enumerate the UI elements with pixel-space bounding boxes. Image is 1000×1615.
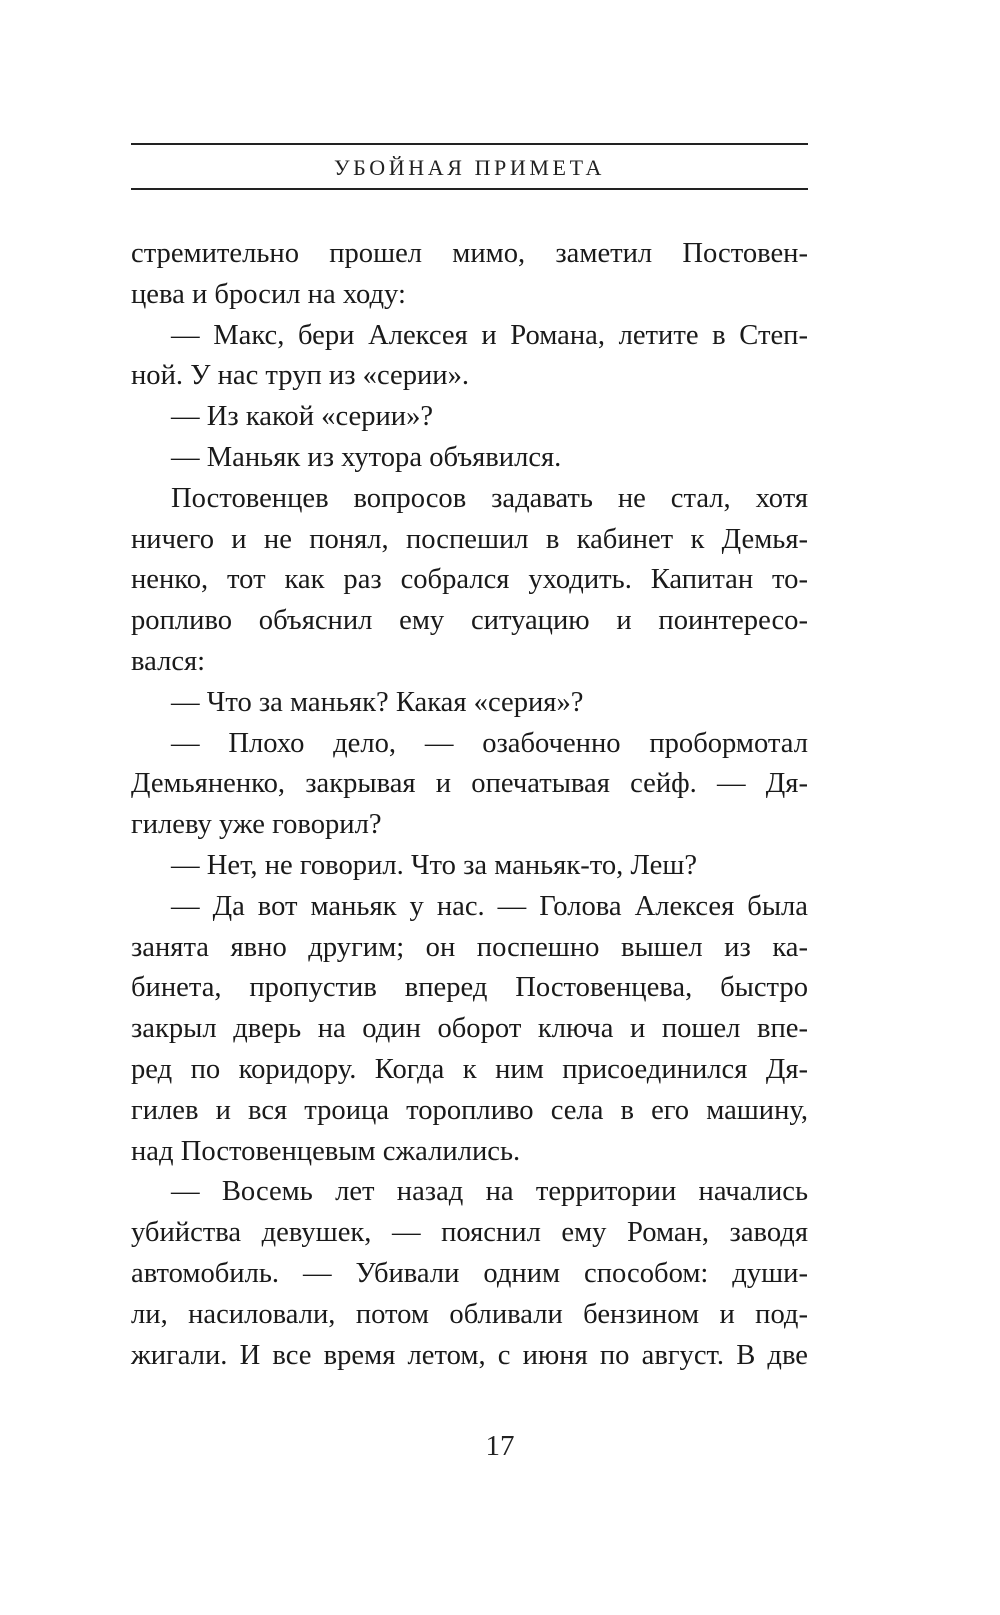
text-line: жигали. И все время летом, с июня по август. В две — [131, 1339, 808, 1371]
running-head — [131, 143, 808, 190]
text-line: ли, насиловали, потом обливали бензином и под- — [131, 1298, 808, 1330]
running-head-title: УБОЙНАЯ ПРИМЕТА — [333, 155, 606, 180]
text-line: бинета, пропустив вперед Постовенцева, быстро — [131, 972, 808, 1004]
text-line: убийства девушек, — пояснил ему Роман, заводя — [131, 1217, 808, 1249]
text-line: — Из какой «серии»? — [171, 401, 434, 433]
text-line: — Что за маньяк? Какая «серия»? — [171, 686, 584, 718]
text-line: ропливо объяснил ему ситуацию и поинтересо- — [131, 605, 808, 637]
text-line: — Да вот маньяк у нас. — Голова Алексея была — [171, 890, 808, 922]
text-line: цева и бросил на ходу: — [131, 278, 406, 310]
text-line: гилеву уже говорил? — [131, 809, 382, 841]
text-line: — Нет, не говорил. Что за маньяк-то, Леш? — [171, 849, 698, 881]
text-line: вался: — [131, 645, 206, 677]
text-line: — Макс, бери Алексея и Романа, летите в Степ- — [171, 319, 808, 351]
text-line: ненко, тот как раз собрался уходить. Капитан то- — [131, 564, 808, 596]
body-text — [131, 234, 808, 1376]
text-line: автомобиль. — Убивали одним способом: души- — [131, 1257, 808, 1289]
text-line: ной. У нас труп из «серии». — [131, 360, 470, 392]
text-line: — Плохо дело, — озабоченно пробормотал — [171, 727, 808, 759]
running-head-bottom-rule — [131, 188, 808, 190]
text-line: Демьяненко, закрывая и опечатывая сейф. — Дя- — [131, 768, 808, 800]
text-line: закрыл дверь на один оборот ключа и пошел впе- — [131, 1013, 808, 1045]
text-line: ред по коридору. Когда к ним присоединился Дя- — [131, 1053, 808, 1085]
text-line: над Постовенцевым сжалились. — [131, 1135, 521, 1167]
page-number: 17 — [485, 1430, 515, 1462]
text-line: ничего и не понял, поспешил в кабинет к Демья- — [131, 523, 808, 555]
text-line: стремительно прошел мимо, заметил Постовен- — [131, 238, 808, 269]
text-line: Постовенцев вопросов задавать не стал, хотя — [171, 482, 808, 514]
text-line: гилев и вся троица торопливо села в его машину, — [131, 1094, 808, 1126]
text-line: — Восемь лет назад на территории начались — [171, 1176, 808, 1208]
text-line: занята явно другим; он поспешно вышел из ка- — [131, 931, 808, 963]
text-line: — Маньяк из хутора объявился. — [171, 441, 562, 473]
